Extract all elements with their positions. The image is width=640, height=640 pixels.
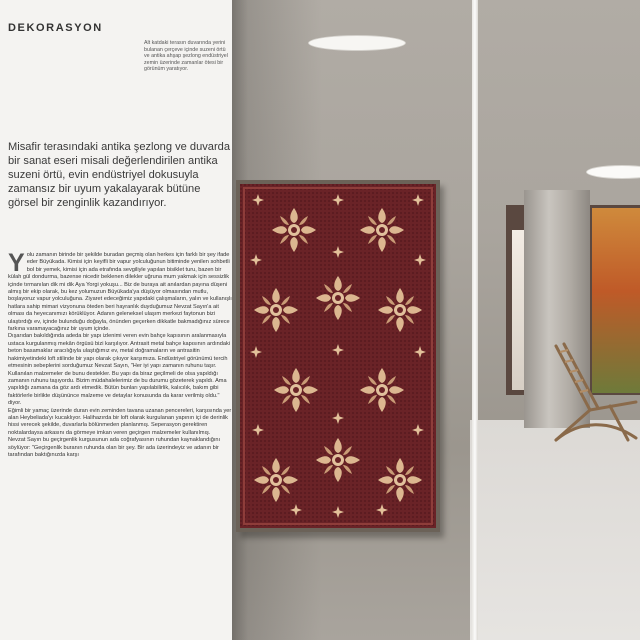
drop-cap: Y — [8, 249, 25, 277]
body-paragraph-4: Nevzat Sayın bu geçirgenlik kurgusunun ada coğrafyasının ruhundan kaynaklandığını söylüyor: "Geçirgenlik buranın ruhunda olan bir şey. Bir ada üzerindeyiz ve adanın bir tarafından baktığınızda karşı — [8, 437, 221, 458]
ceiling-light — [308, 35, 406, 51]
body-paragraph-3: Eğimli bir yamaç üzerinde duran evin zeminden tavana uzanan pencereleri, karşısında yer alan Heybeliada'yı kucaklıyor. Halihazırda bir loft olarak kurgulanan yapının içi de derinlik hissi verecek şekilde, duvarlarla bölünmeden planlanmış. Seperasyon gerektiren noktalardaysa arkasını da görmeye imkan veren geçirgen malzemeler kullanılmış. — [8, 407, 232, 436]
page-gutter — [472, 0, 478, 640]
body-paragraph-2: Dışarıdan bakıldığında adeda bir yapı izlenimi veren evin bahçe kapısının aralanmasıyla ustaca kurgulanmış mekân örgüsü bizi karşılıyor. Antrasit metal bahçe kapısının ardındaki beton basamaklar aracılığıyla ulaştığımız ev, metal doğramaların ve antrasitin hakimiyetindeki loft stilinde bir yapı olarak çıkıyor karşımıza. Endüstriyel görünümü tercih etmesinin sebeplerini sorduğumuz Nevzat Sayın, "Her iyi yapı zamanın ruhunu taşır. Kullanılan malzemeler de bunu destekler. Bu yapı da biraz geçilmeli de olsa yapıldığı zamanın ruhunu taşıyordu. Bizim müdahalelerimiz de bu durumu gözeterek yapıldı. Ama yapıldığı zamana da göz ardı etmedik. Bütün bunları yapılabilirlik, kalıcılık, bakım gibi faktörlerle birlikte düşününce malzeme ve detaylar konusunda da karar verilmiş oldu." diyor. — [8, 333, 230, 407]
photo-caption: Alt katdaki terasın duvarında yerini bulanan çerçeve içinde suzeni örtü ve antika ahşap şezlong endüstriyel zemin üzerinde zamanlar ötesi bir görünüm yaratıyor. — [144, 40, 228, 73]
article-body — [8, 249, 232, 459]
terrace-floor — [470, 420, 640, 640]
body-paragraph-1: olu zamanın birinde bir şekilde buradan geçmiş olan herkes için farklı bir şey ifade eder Büyükada. Kimisi için keyifli bir vapur yolculuğunun bitiminde yenilen sohbetli bol bir yemek, kimisi için ada etrafında sevgiliyle yapılan bisiklet turu, bazen bir külah gül dondurma, bazense nicedir beklenen dilekler uğruna mum yakmak için sessizlik içinde tırmanılan dik mi dik Aya Yorgi yokuşu... Biz de buraya ait anılardan payına düşeni almış bir ekip olarak, bu kez yolumuzun Büyükada'ya düşüyor olmasından mutlu, boşlayoruz vapur yolculuğuna. Ziyaret edeceğimiz yapıdaki çalışmaların, yalın ve kullanışlı hatlara sahip mimari vizyonuna öteden beri hayranlık duyduğumuz Nevzat Sayın'a ait olması da heyecanımızı körüklüyor. Adanın geleneksel ulaşım merkezi faytonun bizi ulaştırdığı ev, içinde bulunduğu doğayla, önünden geçerken dikkatle bakmadığınız sürece farkına varamayacağınız bir uyum içinde. — [8, 252, 232, 333]
section-label: DEKORASYON — [8, 22, 103, 34]
deck-chair — [550, 340, 640, 450]
text-page — [0, 0, 232, 640]
suzani-textile — [236, 180, 440, 532]
lead-paragraph: Misafir terasındaki antika şezlong ve duvarda bir sanat eseri misali değerlendirilen antika suzeni örtü, evin endüstriyel dokusuyla zamansız bir uyum yakalayarak bütüne görsel bir zenginlik kazandırıyor. — [8, 141, 230, 209]
